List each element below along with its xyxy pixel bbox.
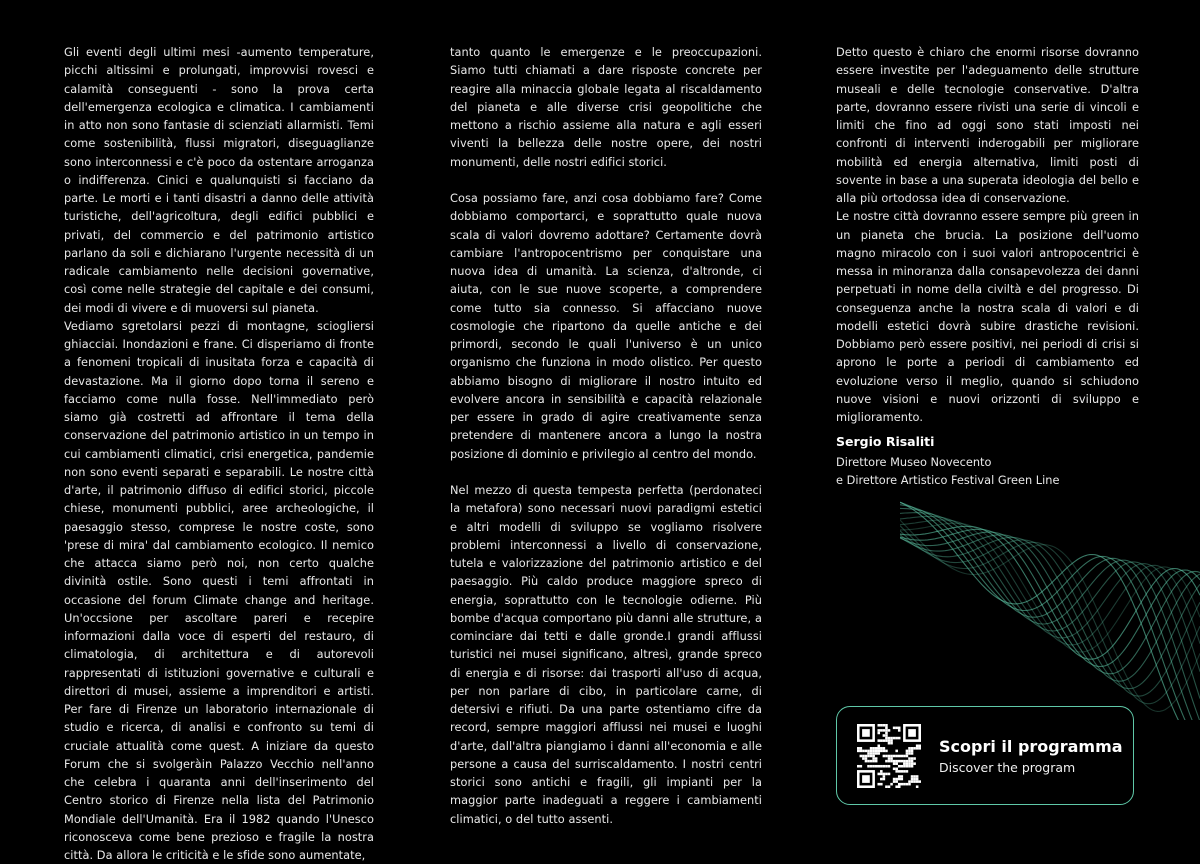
paragraph: Detto questo è chiaro che enormi risorse dovranno essere investite per l'adeguamento delle strutture museali e delle tecnologie conservative. D'altra parte, dovranno essere rivisti una serie di vincoli e limiti che fino ad oggi sono stati imposti nei confronti di interventi inderogabili per migliorare mobilità ed energia alternativa, limiti posti di sovente in base a una superata ideologia del bello e alla più ortodossa idea di conservazione. [836,45,1139,205]
paragraph: Le nostre città dovranno essere sempre più green in un pianeta che brucia. La posizione dell'uomo magno miracolo con i suoi valori antropocentrici è messa in minoranza dalla consapevolezza dei danni perpetuati in nome della civiltà e del progresso. Di conseguenza anche la nostra scala di valori e di modelli estetici dovrà subire drastiche revisioni. Dobbiamo però essere positivi, nei periodi di crisi si aprono le porte a periodi di cambiamento ed evoluzione verso il meglio, quando si schiudono nuove visioni e nuovi orizzonti di sviluppo e miglioramento. [836,209,1139,424]
signature-role: Direttore Museo Novecento [836,455,992,469]
signature-name: Sergio Risaliti [836,434,935,449]
wave-line [900,531,1200,696]
signature-role: e Direttore Artistico Festival Green Line [836,473,1060,487]
paragraph: Nel mezzo di questa tempesta perfetta (perdonateci la metafora) sono necessari nuovi paradigmi estetici e altri modelli di sviluppo se vogliamo risolvere problemi interconnessi a livello di conservazione, tutela e valorizzazione del patrimonio artistico e del paesaggio. Più caldo produce maggiore spreco di energia, soprattutto con le tecnologie odierne. Più bombe d'acqua comportano più danni alle strutture, a cominciare dai tetti e dalle gronde.I grandi afflussi turistici nei musei significano, altresì, grande spreco di energia e di risorse: dai trasporti all'uso di acqua, per non parlare di cibo, in particolare carne, di detersivi e rifiuti. Da una parte ostentiamo cifre da record, sempre maggiori afflussi nei musei e luoghi d'arte, dall'altra piangiamo i danni all'economia e alle persone a causa del surriscaldamento. I nostri centri storici sono antichi e fragili, gli impianti per la maggior parte inadeguati a reggere i cambiamenti climatici, o del tutto assenti. [450,483,762,826]
qr-code-icon[interactable] [857,724,921,788]
text-column-3 [836,43,1139,426]
paragraph: Cosa possiamo fare, anzi cosa dobbiamo fare? Come dobbiamo comportarci, e soprattutto quale nuova scala di valori dovremo adottare? Certamente dovrà cambiare l'antropocentrismo per conquistare una nuova idea di umanità. La scienza, d'altronde, ci aiuta, con le sue nuove scoperte, a comprendere come tutto sia connesso. Si affacciano nuove cosmologie che ripartono da quelle antiche e dei primordi, secondo le quali l'universo è un unico organismo che funziona in modo olistico. Per questo abbiamo bisogno di migliorare il nostro intuito ed evolvere ancora in sensibilità e capacità relazionale per essere in grado di agire creativamente senza pretendere di mantenere ancora a lungo la nostra posizione di dominio e privilegio al centro del mondo. [450,191,762,461]
program-link-box[interactable] [836,706,1134,805]
program-title[interactable]: Scopri il programma [939,736,1123,756]
wave-line [900,532,1200,674]
program-subtitle[interactable]: Discover the program [939,759,1076,775]
paragraph: Vediamo sgretolarsi pezzi di montagne, sciogliersi ghiacciai. Inondazioni e frane. Ci disperiamo di fronte a fenomeni tropicali di inusitata forza e capacità di devastazione. Ma il giorno dopo torna il sereno e facciamo come nulla fosse. Nell'immediato però siamo già costretti ad affrontare il tema della conservazione del patrimonio artistico in un tempo in cui cambiamenti climatici, crisi energetica, pandemie non sono eventi separati e separabili. Le nostre città d'arte, il patrimonio diffuso di edifici storici, piccole chiese, monumenti pubblici, aree archeologiche, il paesaggio stesso, comprese le nostre coste, sono 'prese di mira' dal cambiamento ecologico. Il nemico che attacca siamo però noi, non certo qualche divinità ostile. Sono questi i temi affrontati in occasione del forum Climate change and heritage. Un'occsione per ascoltare pareri e recepire informazioni dalla voce di esperti del restauro, di climatologia, di architettura e di autorevoli rappresentati di istituzioni governative e culturali e direttori di musei, assieme a imprenditori e artisti. Per fare di Firenze un laboratorio internazionale di studio e ricerca, di analisi e confronto su temi di cruciale attualità come quest. A iniziare da questo Forum che si svolgeràin Palazzo Vecchio nell'anno che celebra i quaranta anni dell'inserimento del Centro storico di Firenze nella lista del Patrimonio Mondiale dell'Umanità. Era il 1982 quando l'Unesco riconosceva come bene prezioso e fragile la nostra città. Da allora le criticità e le sfide sono aumentate, [64,318,374,862]
text-column-1 [64,43,374,864]
wave-graphic [900,480,1200,720]
text-column-2 [450,43,762,828]
program-text [939,737,1123,775]
paragraph: tanto quanto le emergenze e le preoccupazioni. Siamo tutti chiamati a dare risposte concrete per reagire alla minaccia globale legata al riscaldamento del pianeta e alle diverse crisi geopolitiche che mettono a rischio assieme alla natura e agli esseri viventi la bellezza delle nostre opere, dei nostri monumenti, delle nostri edifici storici. [450,45,762,169]
paragraph: Gli eventi degli ultimi mesi -aumento temperature, picchi altissimi e prolungati, improvvisi rovesci e calamità conseguenti - sono la prova certa dell'emergenza ecologica e climatica. I cambiamenti in atto non sono fantasie di scienziati allarmisti. Temi come sostenibilità, flussi migratori, diseguaglianze sono interconnessi e c'è poco da ostentare arroganza o indifferenza. Cinici e qualunquisti si facciano da parte. Le morti e i tanti disastri a danno delle attività turistiche, dell'agricoltura, degli edifici pubblici e privati, del commercio e del patrimonio artistico parlano da soli e dichiarano l'urgente necessità di un radicale cambiamento nelle decisioni governative, così come nelle strategie del capitale e dei consumi, dei modi di vivere e di muoversi sul pianeta. [64,45,374,315]
